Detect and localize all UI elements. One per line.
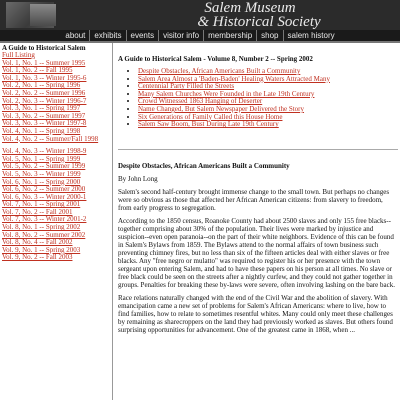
main-nav	[0, 30, 400, 41]
sidebar-link[interactable]: Vol. 6, No. 1 -- Spring 2000	[2, 177, 81, 186]
nav-exhibits[interactable]: exhibits	[90, 30, 126, 41]
toc-link[interactable]: Despite Obstacles, African Americans Built a Community	[138, 67, 301, 75]
sidebar-link[interactable]: Vol. 8, No. 4 -- Fall 2002	[2, 238, 73, 247]
main-content	[118, 43, 398, 400]
site-title-line2: & Historical Society	[197, 14, 321, 30]
sidebar-link[interactable]: Vol. 4, No. 1 -- Spring 1998	[2, 126, 81, 135]
toc-link[interactable]: Name Changed, But Salem Newspaper Delivered the Story	[138, 104, 305, 113]
sidebar-link[interactable]: Vol. 1, No. 2 -- Fall 1995	[2, 66, 73, 75]
site-title-line1: Salem Museum	[204, 0, 296, 16]
nav-about[interactable]: about	[61, 30, 90, 41]
article-title: Despite Obstacles, African Americans Built a Community	[118, 161, 290, 170]
sidebar-link[interactable]: Vol. 6, No. 3 -- Winter 2000-1	[2, 192, 87, 201]
sidebar-group-1	[2, 52, 112, 143]
sidebar-link[interactable]: Vol. 2, No. 1 -- Spring 1996	[2, 81, 81, 90]
sidebar-link[interactable]: Vol. 1, No. 1 -- Summer 1995	[2, 58, 86, 67]
sidebar-link[interactable]: Vol. 4, No. 3 -- Winter 1998-9	[2, 147, 87, 156]
sidebar-link[interactable]: Vol. 5, No. 3 -- Winter 1999	[2, 169, 81, 178]
page-title: A Guide to Historical Salem - Volume 8, Number 2 -- Spring 2002	[118, 55, 313, 63]
sidebar-link[interactable]: Vol. 6, No. 2 -- Summer 2000	[2, 185, 86, 194]
nav-shop[interactable]: shop	[257, 30, 283, 41]
sidebar-link[interactable]: Vol. 8, No. 1 -- Spring 2002	[2, 223, 81, 232]
article-paragraph: According to the 1850 census, Roanoke County had about 2500 slaves and only 155 free blacks--together comprising about 30% of the population. Their lives were marked by injustice and suspicion--even open paranoia--on the part of their white neighbors. Evidence of this can be found in Salem's Bylaws from 1859. The Bylaws attend to the normal affairs of town business such preventing chimney fires, but no less than six of the fifteen articles deal with either slaves or free blacks. Any "free negro or mulatto" was required to register his or her presence with the town sergeant upon entering Salem, and had to have these papers on his person at all times. No slave or free black could be seen on the streets after a nightly curfew, and they could not gather together in groups. Penalties for breaking these by-laws were severe, often involving lashing on the bare back.	[118, 216, 395, 289]
toc-link[interactable]: Many Salem Churches Were Founded in the Late 19th Century	[138, 89, 315, 98]
sidebar-link[interactable]: Vol. 4, No. 2 -- Summer/Fall 1998	[2, 134, 99, 143]
toc-link[interactable]: Salem Saw Boom, Bust During Late 19th Century	[138, 120, 279, 129]
site-banner	[0, 0, 400, 30]
site-title[interactable]	[150, 1, 350, 29]
sidebar-link[interactable]: Vol. 7, No. 1 -- Spring 2001	[2, 200, 81, 209]
article-byline: By John Long	[118, 174, 158, 183]
toc-link[interactable]: Salem Area Almost a 'Baden-Baden' Healing Waters Attracted Many	[138, 74, 330, 83]
article-toc	[138, 68, 398, 129]
sidebar-link[interactable]: Vol. 7, No. 2 -- Fall 2001	[2, 207, 73, 216]
sidebar-link-full-listing[interactable]: Full Listing	[2, 51, 35, 59]
sidebar-link[interactable]: Vol. 3, No. 2 -- Summer 1997	[2, 111, 86, 120]
article-paragraph: Race relations naturally changed with the end of the Civil War and the abolition of slavery. With emancipation came a new set of problems for Salem's African Americans: where to live, how to find families, how to relate to sometimes resentful whites. Many could only meet these challenges by remaining as sharecroppers on the land they had previously worked as slaves. But others found surprising opportunities for advancement. One of the greatest came in 1868, when ...	[118, 293, 393, 334]
nav-salem-history[interactable]: salem history	[287, 31, 335, 40]
sidebar	[1, 43, 113, 400]
sidebar-heading: A Guide to Historical Salem	[2, 44, 86, 52]
sidebar-link[interactable]: Vol. 3, No. 1 -- Spring 1997	[2, 104, 81, 113]
toc-link[interactable]: Crowd Witnessed 1863 Hanging of Deserter	[138, 97, 263, 106]
sidebar-link[interactable]: Vol. 9, No. 2 -- Fall 2003	[2, 253, 73, 262]
toc-link[interactable]: Six Generations of Family Called this House Home	[138, 112, 283, 121]
sidebar-link[interactable]: Vol. 5, No. 2 -- Summer 1999	[2, 162, 86, 171]
section-divider	[118, 149, 398, 150]
nav-visitor-info[interactable]: visitor info	[159, 30, 204, 41]
sidebar-group-2	[2, 148, 112, 262]
sidebar-link[interactable]: Vol. 2, No. 3 -- Winter 1996-7	[2, 96, 87, 105]
sidebar-link[interactable]: Vol. 7, No. 3 -- Winter 2001-2	[2, 215, 87, 224]
sidebar-link[interactable]: Vol. 2, No. 2 -- Summer 1996	[2, 88, 86, 97]
article-paragraph: Salem's second half-century brought immense change to the small town. But perhaps no changes were so obvious as those that affected her African American citizens: from slavery to freedom, from early progress to segregation.	[118, 187, 390, 212]
toc-link[interactable]: Centennial Party Filled the Streets	[138, 82, 235, 91]
nav-membership[interactable]: membership	[204, 30, 257, 41]
toc-item	[138, 121, 398, 129]
sidebar-link[interactable]: Vol. 9, No. 1 -- Spring 2003	[2, 245, 81, 254]
banner-photo-building	[30, 4, 56, 26]
sidebar-link[interactable]: Vol. 8, No. 2 -- Summer 2002	[2, 230, 86, 239]
sidebar-link[interactable]: Vol. 3, No. 3 -- Winter 1997-8	[2, 119, 87, 128]
sidebar-link[interactable]: Vol. 5, No. 1 -- Spring 1999	[2, 154, 81, 163]
nav-events[interactable]: events	[127, 30, 160, 41]
sidebar-link[interactable]: Vol. 1, No. 3 -- Winter 1995-6	[2, 73, 87, 82]
